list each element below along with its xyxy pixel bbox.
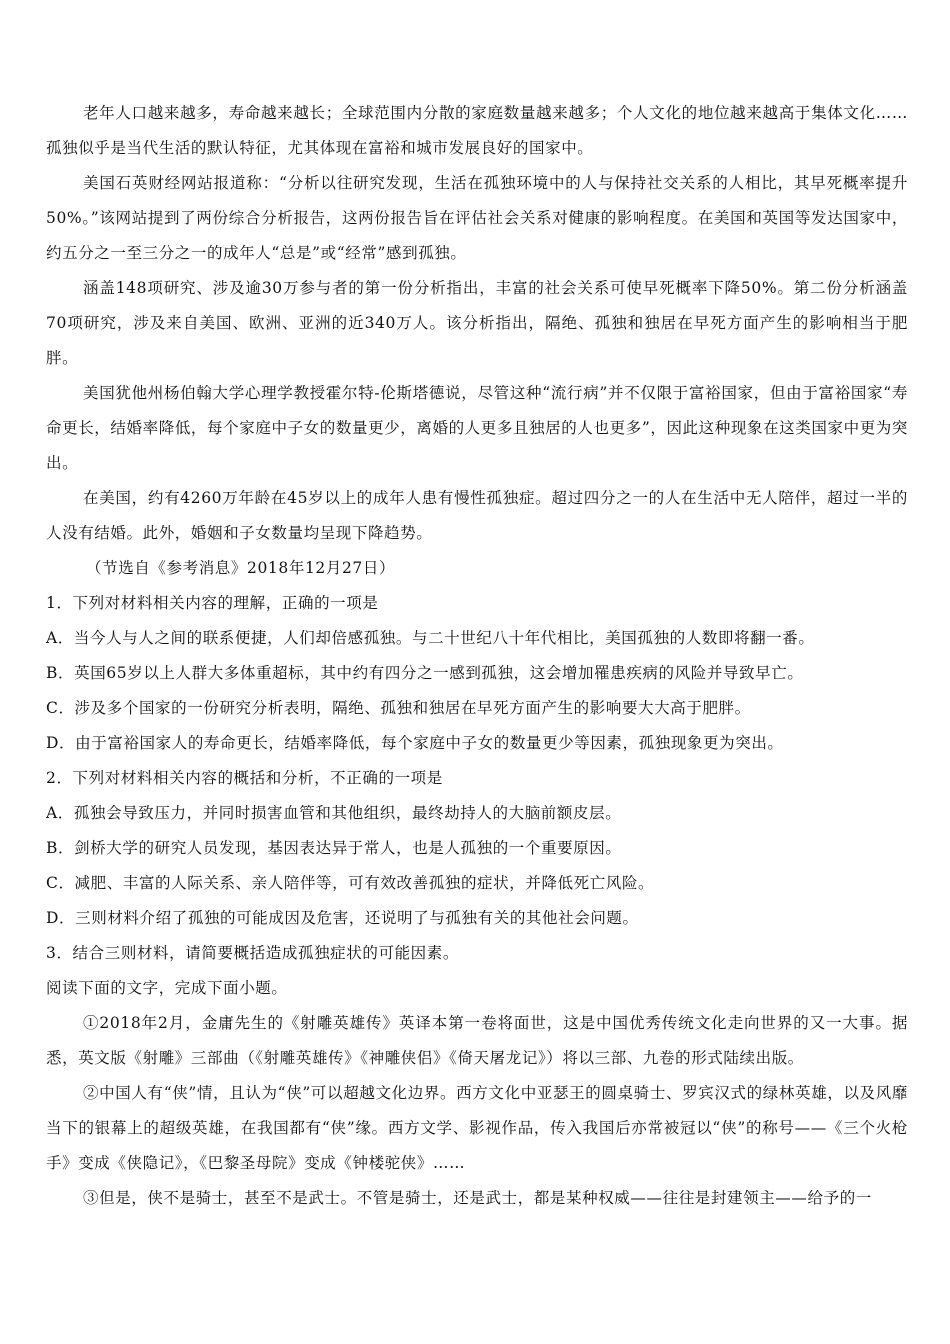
option-a: A．孤独会导致压力，并同时损害血管和其他组织，最终劫持人的大脑前额皮层。 [46, 804, 622, 822]
option-c: C．减肥、丰富的人际关系、亲人陪伴等，可有效改善孤独的症状，并降低死亡风险。 [46, 874, 655, 892]
option-d: D．三则材料介绍了孤独的可能成因及危害，还说明了与孤独有关的其他社会问题。 [46, 909, 639, 927]
passage-two [46, 971, 908, 1216]
reading-instruction: 阅读下面的文字，完成下面小题。 [46, 979, 288, 997]
question-1 [46, 586, 908, 761]
question-3 [46, 936, 908, 971]
passage-paragraph: 老年人口越来越多，寿命越来越长；全球范围内分散的家庭数量越来越多；个人文化的地位越来越高于集体文化……孤独似乎是当代生活的默认特征，尤其体现在富裕和城市发展良好的国家中。 [46, 104, 908, 157]
option-b: B．剑桥大学的研究人员发现，基因表达异于常人，也是人孤独的一个重要原因。 [46, 839, 622, 857]
option-d: D．由于富裕国家人的寿命更长，结婚率降低，每个家庭中子女的数量更少等因素，孤独现象更为突出。 [46, 734, 784, 752]
document-page [46, 96, 908, 1216]
option-a: A．当今人与人之间的联系便捷，人们却倍感孤独。与二十世纪八十年代相比，美国孤独的人数即将翻一番。 [46, 629, 815, 647]
question-2 [46, 761, 908, 936]
passage-paragraph: 美国犹他州杨伯翰大学心理学教授霍尔特-伦斯塔德说，尽管这种“流行病”并不仅限于富裕国家，但由于富裕国家“寿命更长，结婚率降低，每个家庭中子女的数量更少，离婚的人更多且独居的人也更多”，因此这种现象在这类国家中更为突出。 [46, 384, 908, 472]
option-c: C．涉及多个国家的一份研究分析表明，隔绝、孤独和独居在早死方面产生的影响要大大高于肥胖。 [46, 699, 751, 717]
passage-paragraph: 涵盖148项研究、涉及逾30万参与者的第一份分析指出，丰富的社会关系可使早死概率下降50%。第二份分析涵盖70项研究，涉及来自美国、欧洲、亚洲的近340万人。该分析指出，隔绝、孤独和独居在早死方面产生的影响相当于肥胖。 [46, 279, 908, 367]
passage-paragraph: ③但是，侠不是骑士，甚至不是武士。不管是骑士，还是武士，都是某种权威——往往是封建领主——给予的一 [83, 1189, 872, 1207]
passage-one [46, 96, 908, 586]
option-b: B．英国65岁以上人群大多体重超标，其中约有四分之一感到孤独，这会增加罹患疾病的风险并导致早亡。 [46, 664, 804, 682]
passage-paragraph: 美国石英财经网站报道称：“分析以往研究发现，生活在孤独环境中的人与保持社交关系的人相比，其早死概率提升50%。”该网站提到了两份综合分析报告，这两份报告旨在评估社会关系对健康的影响程度。在美国和英国等发达国家中，约五分之一至三分之一的成年人“总是”或“经常”感到孤独。 [46, 174, 908, 262]
passage-paragraph: ②中国人有“侠”情，且认为“侠”可以超越文化边界。西方文化中亚瑟王的圆桌骑士、罗宾汉式的绿林英雄，以及风靡当下的银幕上的超级英雄，在我国都有“侠”缘。西方文学、影视作品，传入我国后亦常被冠以“侠”的称号——《三个火枪手》变成《侠隐记》，《巴黎圣母院》变成《钟楼驼侠》…… [46, 1084, 908, 1172]
question-stem: 1．下列对材料相关内容的理解，正确的一项是 [46, 594, 379, 612]
passage-paragraph: 在美国，约有4260万年龄在45岁以上的成年人患有慢性孤独症。超过四分之一的人在生活中无人陪伴，超过一半的人没有结婚。此外，婚姻和子女数量均呈现下降趋势。 [46, 489, 908, 542]
question-stem: 3．结合三则材料，请简要概括造成孤独症状的可能因素。 [46, 944, 459, 962]
passage-paragraph: ①2018年2月，金庸先生的《射雕英雄传》英译本第一卷将面世，这是中国优秀传统文化走向世界的又一大事。据悉，英文版《射雕》三部曲（《射雕英雄传》《神雕侠侣》《倚天屠龙记》）将以三部、九卷的形式陆续出版。 [46, 1014, 908, 1067]
source-citation: （节选自《参考消息》2018年12月27日） [86, 559, 396, 577]
question-stem: 2．下列对材料相关内容的概括和分析，不正确的一项是 [46, 769, 443, 787]
